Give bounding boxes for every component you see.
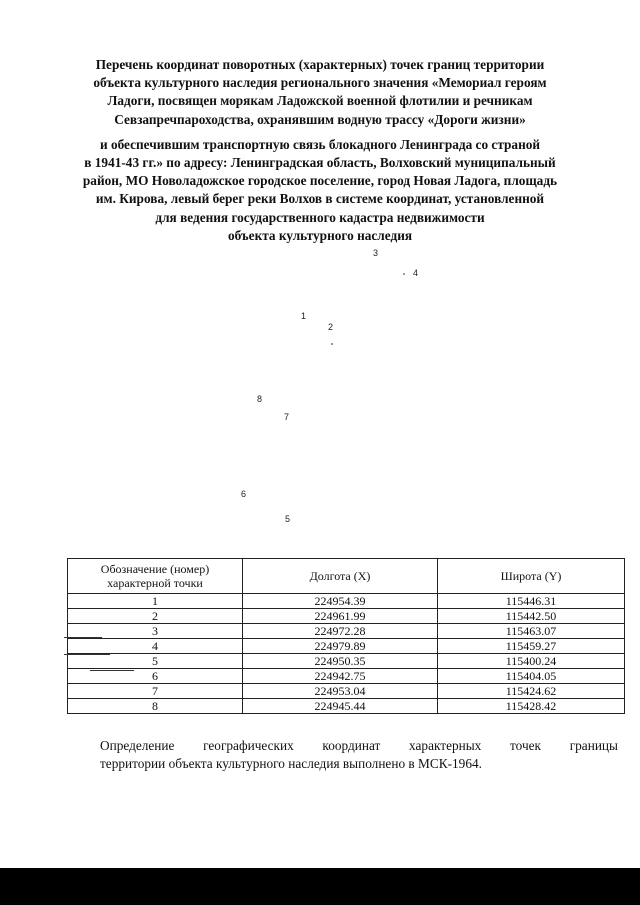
cell-y: 115446.31 bbox=[438, 594, 625, 609]
cell-x: 224979.89 bbox=[243, 639, 438, 654]
cell-y: 115400.24 bbox=[438, 654, 625, 669]
point-marker bbox=[331, 343, 333, 345]
point-label-5: 5 bbox=[285, 514, 291, 524]
cell-x: 224961.99 bbox=[243, 609, 438, 624]
cell-y: 115428.42 bbox=[438, 699, 625, 714]
table-header-row bbox=[68, 559, 625, 594]
cell-x: 224945.44 bbox=[243, 699, 438, 714]
point-label-8: 8 bbox=[257, 394, 263, 404]
point-label-7: 7 bbox=[284, 412, 290, 422]
cell-point: 2 bbox=[68, 609, 243, 624]
cell-point: 6 bbox=[68, 669, 243, 684]
table-row bbox=[68, 609, 625, 624]
point-label-1: 1 bbox=[301, 311, 307, 321]
scan-bottom-border bbox=[0, 868, 640, 905]
title-line: объекта культурного наследия bbox=[227, 227, 413, 243]
title-line: для ведения государственного кадастра недвижимости bbox=[155, 209, 485, 225]
scan-artifact-line bbox=[64, 654, 110, 655]
table-row bbox=[68, 684, 625, 699]
point-marker bbox=[403, 273, 405, 275]
header-point: Обозначение (номер) характерной точки bbox=[68, 559, 243, 594]
point-label-2: 2 bbox=[328, 322, 334, 332]
table-row bbox=[68, 639, 625, 654]
cell-x: 224950.35 bbox=[243, 654, 438, 669]
point-label-3: 3 bbox=[373, 248, 379, 258]
title-line: и обеспечившим транспортную связь блокадного Ленинграда со страной bbox=[99, 136, 541, 152]
cell-y: 115424.62 bbox=[438, 684, 625, 699]
title-line: Перечень координат поворотных (характерных) точек границ территории bbox=[95, 57, 545, 72]
table-row bbox=[68, 654, 625, 669]
table-row bbox=[68, 699, 625, 714]
scan-artifact-line bbox=[90, 670, 134, 671]
cell-x: 224954.39 bbox=[243, 594, 438, 609]
coordinates-table bbox=[67, 558, 625, 714]
title-line: в 1941-43 гг.» по адресу: Ленинградская область, Волховский муниципальный bbox=[84, 155, 556, 171]
point-label-6: 6 bbox=[241, 489, 247, 499]
cell-x: 224972.28 bbox=[243, 624, 438, 639]
table-row bbox=[68, 594, 625, 609]
cell-x: 224942.75 bbox=[243, 669, 438, 684]
note-paragraph-line2: территории объекта культурного наследия выполнено в МСК-1964. bbox=[100, 756, 482, 771]
cell-y: 115442.50 bbox=[438, 609, 625, 624]
title-line: Севзапречпароходства, охранявшим водную трассу «Дороги жизни» bbox=[114, 111, 526, 127]
title-line: Ладоги, посвящен морякам Ладожской военной флотилии и речникам bbox=[107, 93, 533, 109]
table-row bbox=[68, 669, 625, 684]
scan-artifact-line bbox=[64, 637, 102, 638]
cell-point: 8 bbox=[68, 699, 243, 714]
point-label-4: 4 bbox=[413, 268, 419, 278]
cell-point: 5 bbox=[68, 654, 243, 669]
cell-point: 7 bbox=[68, 684, 243, 699]
cell-y: 115459.27 bbox=[438, 639, 625, 654]
cell-y: 115404.05 bbox=[438, 669, 625, 684]
boundary-scheme bbox=[0, 240, 640, 540]
document-title bbox=[40, 56, 600, 245]
table-row bbox=[68, 624, 625, 639]
cell-x: 224953.04 bbox=[243, 684, 438, 699]
title-line: объекта культурного наследия регионального значения «Мемориал героям bbox=[93, 75, 547, 91]
cell-y: 115463.07 bbox=[438, 624, 625, 639]
cell-point: 1 bbox=[68, 594, 243, 609]
title-line: им. Кирова, левый берег реки Волхов в системе координат, установленной bbox=[95, 191, 545, 207]
note-paragraph-line1: Определение географических координат характерных точек границы bbox=[100, 738, 618, 753]
cell-point: 4 bbox=[68, 639, 243, 654]
header-longitude: Долгота (X) bbox=[243, 559, 438, 594]
cell-point: 3 bbox=[68, 624, 243, 639]
header-latitude: Широта (Y) bbox=[438, 559, 625, 594]
title-line: район, МО Новоладожское городское поселение, город Новая Ладога, площадь bbox=[82, 173, 558, 189]
